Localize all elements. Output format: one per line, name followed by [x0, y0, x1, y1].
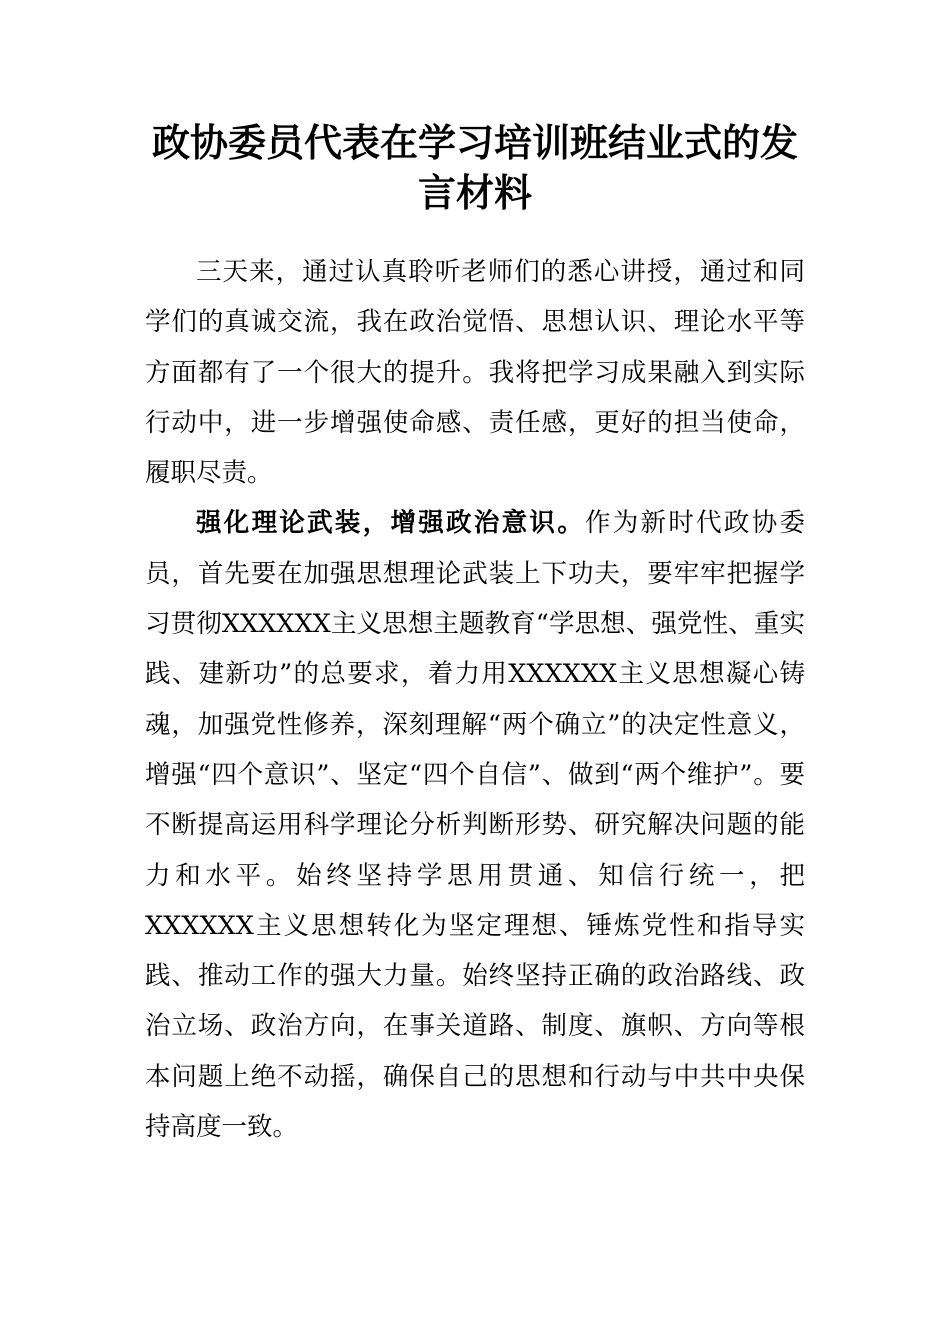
document-body — [145, 247, 805, 1152]
document-title: 政协委员代表在学习培训班结业式的发言材料 — [151, 120, 798, 215]
paragraph-lead: 强化理论武装，增强政治意识。 — [196, 508, 585, 539]
paragraph-intro — [145, 247, 805, 498]
paragraph-theory-armament — [145, 498, 805, 1152]
paragraph-text: 三天来，通过认真聆听老师们的悉心讲授，通过和同学们的真诚交流，我在政治觉悟、思想认识、理论水平等方面都有了一个很大的提升。我将把学习成果融入到实际行动中，进一步增强使命感、责任感，更好的担当使命，履职尽责。 — [145, 257, 805, 489]
paragraph-text: 作为新时代政协委员，首先要在加强思想理论武装上下功夫，要牢牢把握学习贯彻XXXXXX主义思想主题教育“学思想、强党性、重实践、建新功”的总要求，着力用XXXXXX主义思想凝心铸魂，加强党性修养，深刻理解“两个确立”的决定性意义，增强“四个意识”、坚定“四个自信”、做到“两个维护”。要不断提高运用科学理论分析判断形势、研究解决问题的能力和水平。始终坚持学思用贯通、知信行统一，把XXXXXX主义思想转化为坚定理想、锤炼党性和指导实践、推动工作的强大力量。始终坚持正确的政治路线、政治立场、政治方向，在事关道路、制度、旗帜、方向等根本问题上绝不动摇，确保自己的思想和行动与中共中央保持高度一致。 — [145, 508, 805, 1143]
